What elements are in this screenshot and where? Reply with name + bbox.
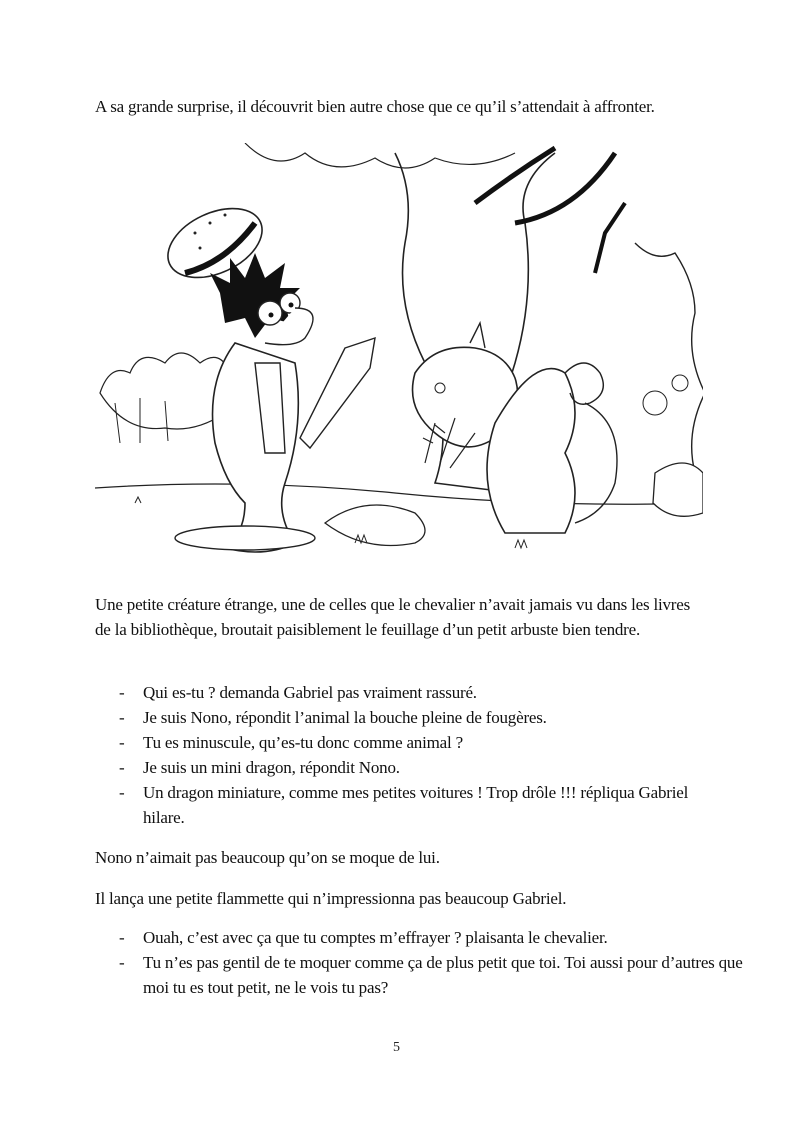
- dialogue-text: Qui es-tu ? demanda Gabriel pas vraiment rassuré.: [143, 683, 477, 702]
- dialogue-line: [95, 705, 715, 730]
- illustration-image: [95, 143, 703, 573]
- page-number: 5: [393, 1040, 400, 1055]
- dialogue-line: [95, 755, 715, 780]
- dialogue-dash: -: [119, 708, 125, 727]
- flame-paragraph: Il lança une petite flammette qui n’impressionna pas beaucoup Gabriel.: [95, 889, 567, 908]
- illustration-drawing: [95, 143, 703, 573]
- dialogue-text: Tu es minuscule, qu’es-tu donc comme animal ?: [143, 733, 463, 752]
- dialogue-line: [95, 730, 715, 755]
- dialogue-line: [95, 925, 715, 950]
- dialogue-line: [95, 950, 743, 1000]
- dialogue-text: Je suis Nono, répondit l’animal la bouche pleine de fougères.: [143, 708, 547, 727]
- intro-paragraph: A sa grande surprise, il découvrit bien autre chose que ce qu’il s’attendait à affronter.: [95, 97, 655, 116]
- dialogue-dash: -: [119, 683, 125, 702]
- creature-paragraph: Une petite créature étrange, une de celles que le chevalier n’avait jamais vu dans les livres de la bibliothèque, broutait paisiblement le feuillage d’un petit arbuste bien tendre.: [95, 595, 691, 639]
- dialogue-dash: -: [119, 733, 125, 752]
- dialogue-text: Tu n’es pas gentil de te moquer comme ça de plus petit que toi. Toi aussi pour d’autres que moi tu es tout petit, ne le vois tu pas?: [143, 953, 743, 997]
- dialogue-text: Un dragon miniature, comme mes petites voitures ! Trop drôle !!! répliqua Gabriel hilare.: [143, 783, 689, 827]
- dialogue-list-2: [95, 925, 743, 1000]
- dialogue-text: Ouah, c’est avec ça que tu comptes m’effrayer ? plaisanta le chevalier.: [143, 928, 608, 947]
- dialogue-dash: -: [119, 758, 125, 777]
- dialogue-list-1: [95, 680, 715, 830]
- dialogue-line: [95, 680, 715, 705]
- dialogue-line: [95, 780, 703, 830]
- dialogue-dash: -: [119, 928, 125, 947]
- dialogue-text: Je suis un mini dragon, répondit Nono.: [143, 758, 400, 777]
- dialogue-dash: -: [119, 953, 125, 972]
- mockery-paragraph: Nono n’aimait pas beaucoup qu’on se moque de lui.: [95, 848, 440, 867]
- dialogue-dash: -: [119, 783, 125, 802]
